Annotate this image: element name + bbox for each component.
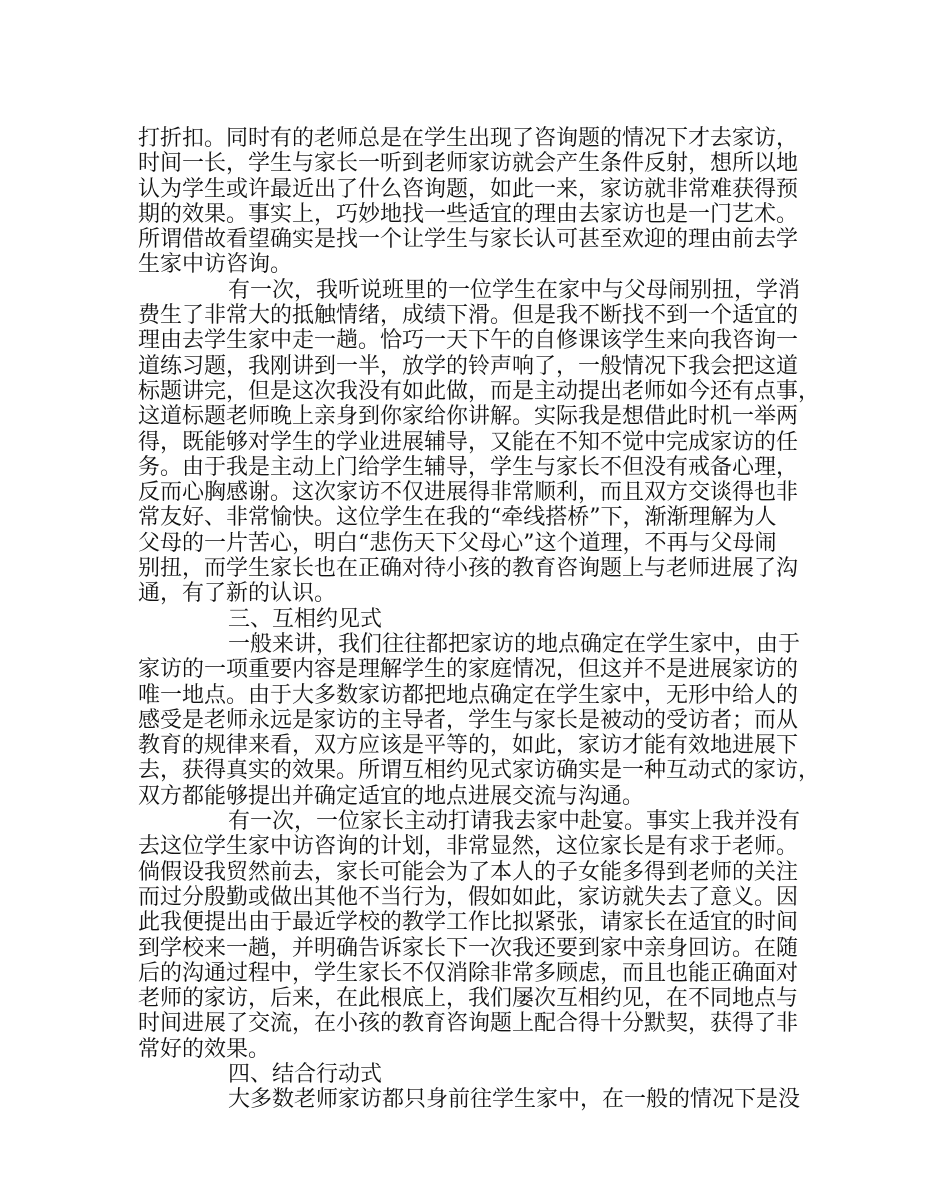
text-line: 到学校来一趟，并明确告诉家长下一次我还要到家中亲身回访。在随 (138, 935, 799, 961)
text-line: 家访的一项重要内容是理解学生的家庭情况，但这并不是进展家访的 (138, 657, 799, 683)
paragraph (138, 632, 828, 809)
text-line: 感受是老师永远是家访的主导者，学生与家长是被动的受访者；而从 (138, 707, 799, 733)
document-body (138, 126, 828, 1113)
text-line: 费生了非常大的抵触情绪，成绩下滑。但是我不断找不到一个适宜的 (138, 303, 799, 329)
text-line: 有一次，我听说班里的一位学生在家中与父母闹别扭，学消 (228, 277, 801, 303)
section-heading (138, 1062, 828, 1087)
text-line: 一般来讲，我们往往都把家访的地点确定在学生家中，由于 (228, 631, 801, 657)
paragraph (138, 809, 828, 1062)
text-line: 而过分殷勤或做出其他不当行为，假如如此，家访就失去了意义。因 (138, 884, 799, 910)
text-line: 期的效果。事实上，巧妙地找一些适宜的理由去家访也是一门艺术。 (138, 201, 799, 227)
text-line: 老师的家访，后来，在此根底上，我们屡次互相约见，在不同地点与 (138, 986, 799, 1012)
text-line: 大多数老师家访都只身前往学生家中，在一般的情况下是没 (228, 1087, 801, 1113)
text-line: 生家中访咨询。 (138, 252, 293, 278)
text-line: 此我便提出由于最近学校的教学工作比拟紧张，请家长在适宜的时间 (138, 910, 799, 936)
text-line: 反而心胸感谢。这次家访不仅进展得非常顺利，而且双方交谈得也非 (138, 480, 799, 506)
text-line: 去，获得真实的效果。所谓互相约见式家访确实是一种互动式的家访， (138, 758, 821, 784)
paragraph (138, 1087, 828, 1112)
text-line: 有一次，一位家长主动打请我去家中赴宴。事实上我并没有 (228, 809, 801, 835)
text-line: 标题讲完，但是这次我没有如此做，而是主动提出老师如今还有点事， (138, 378, 821, 404)
text-line: 得，既能够对学生的学业进展辅导，又能在不知不觉中完成家访的任 (138, 429, 799, 455)
text-line: 打折扣。同时有的老师总是在学生出现了咨询题的情况下才去家访， (138, 126, 799, 151)
text-line: 常好的效果。 (138, 1036, 271, 1062)
text-line: 时间一长，学生与家长一听到老师家访就会产生条件反射，想所以地 (138, 151, 799, 177)
section-heading-text: 三、互相约见式 (228, 606, 383, 632)
text-line: 道练习题，我刚讲到一半，放学的铃声响了，一般情况下我会把这道 (138, 353, 799, 379)
text-line: 倘假设我贸然前去，家长可能会为了本人的子女能多得到老师的关注 (138, 859, 799, 885)
text-line: 通，有了新的认识。 (138, 581, 337, 607)
text-line: 别扭，而学生家长也在正确对待小孩的教育咨询题上与老师进展了沟 (138, 556, 799, 582)
text-line: 双方都能够提出并确定适宜的地点进展交流与沟通。 (138, 783, 645, 809)
text-line: 常友好、非常愉快。这位学生在我的“牵线搭桥”下，渐渐理解为人 (138, 505, 777, 531)
paragraph (138, 126, 828, 278)
text-line: 这道标题老师晚上亲身到你家给你讲解。实际我是想借此时机一举两 (138, 404, 799, 430)
section-heading-text: 四、结合行动式 (228, 1061, 383, 1087)
text-line: 唯一地点。由于大多数家访都把地点确定在学生家中，无形中给人的 (138, 682, 799, 708)
text-line: 父母的一片苦心，明白“悲伤天下父母心”这个道理，不再与父母闹 (138, 530, 777, 556)
text-line: 务。由于我是主动上门给学生辅导，学生与家长不但没有戒备心理， (138, 454, 799, 480)
text-line: 时间进展了交流，在小孩的教育咨询题上配合得十分默契，获得了非 (138, 1011, 799, 1037)
text-line: 后的沟通过程中，学生家长不仅消除非常多顾虑，而且也能正确面对 (138, 960, 799, 986)
text-line: 去这位学生家中访咨询的计划，非常显然，这位家长是有求于老师。 (138, 834, 799, 860)
section-heading (138, 607, 828, 632)
text-line: 所谓借故看望确实是找一个让学生与家长认可甚至欢迎的理由前去学 (138, 227, 799, 253)
text-line: 认为学生或许最近出了什么咨询题，如此一来，家访就非常难获得预 (138, 176, 799, 202)
text-line: 理由去学生家中走一趟。恰巧一天下午的自修课该学生来向我咨询一 (138, 328, 799, 354)
text-line: 教育的规律来看，双方应该是平等的，如此，家访才能有效地进展下 (138, 733, 799, 759)
paragraph (138, 278, 828, 607)
